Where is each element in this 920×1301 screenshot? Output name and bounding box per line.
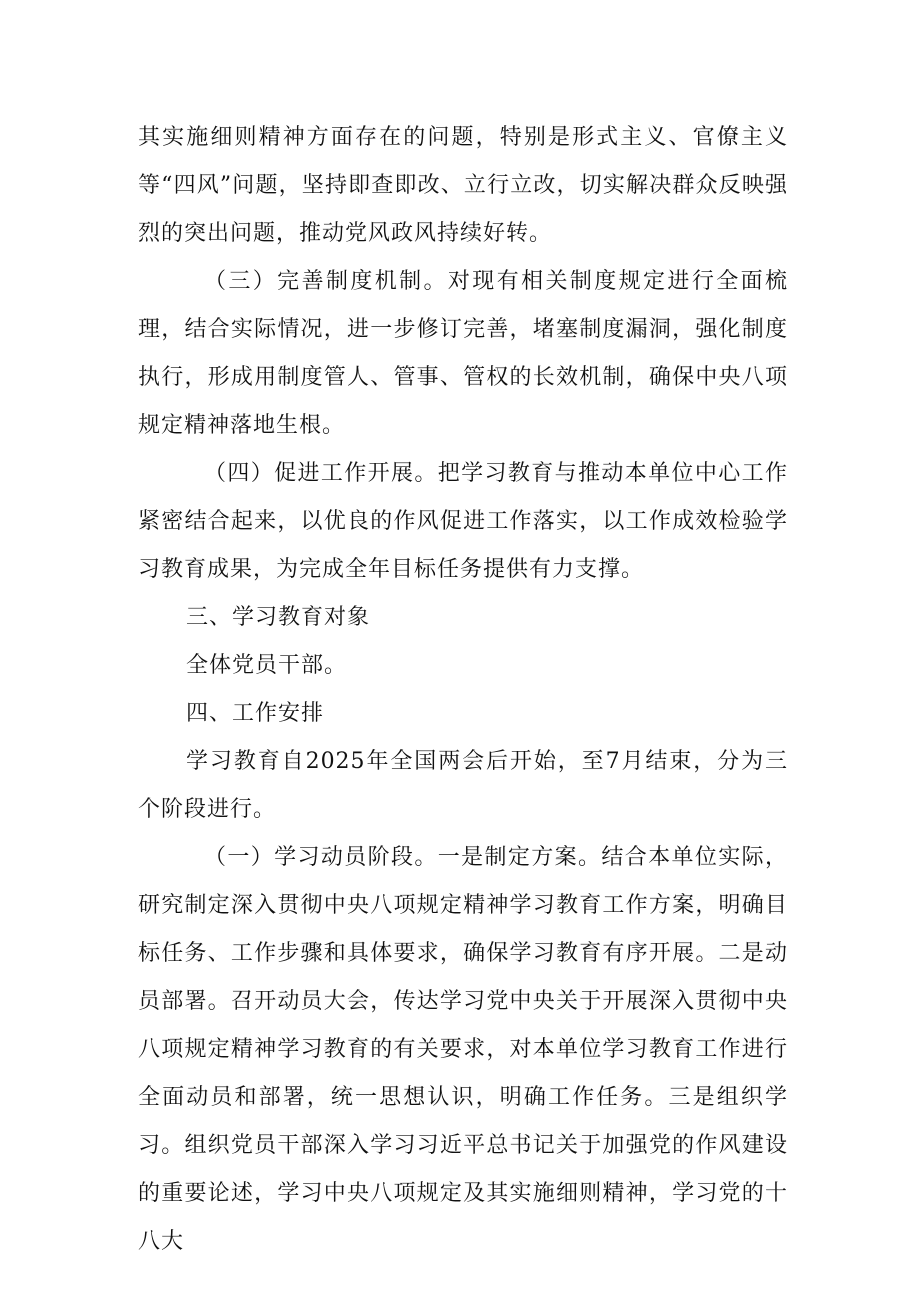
paragraph-schedule: 学习教育自2025年全国两会后开始，至7月结束，分为三个阶段进行。 <box>138 749 788 822</box>
document-body <box>138 114 788 1266</box>
heading-study-targets: 三、学习教育对象 <box>186 605 371 630</box>
paragraph-continuation: 其实施细则精神方面存在的问题，特别是形式主义、官僚主义等“四风”问题，坚持即查即改、立行立改，切实解决群众反映强烈的突出问题，推动党风政风持续好转。 <box>138 125 788 246</box>
paragraph-mobilization-stage: （一）学习动员阶段。一是制定方案。结合本单位实际，研究制定深入贯彻中央八项规定精神学习教育工作方案，明确目标任务、工作步骤和具体要求，确保学习教育有序开展。二是动员部署。召开动员大会，传达学习党中央关于开展深入贯彻中央八项规定精神学习教育的有关要求，对本单位学习教育工作进行全面动员和部署，统一思想认识，明确工作任务。三是组织学习。组织党员干部深入学习习近平总书记关于加强党的作风建设的重要论述，学习中央八项规定及其实施细则精神，学习党的十八大 <box>138 845 788 1254</box>
heading-work-arrangement: 四、工作安排 <box>186 701 325 726</box>
paragraph-all-cadres: 全体党员干部。 <box>186 653 348 678</box>
paragraph-improve-system: （三）完善制度机制。对现有相关制度规定进行全面梳理，结合实际情况，进一步修订完善，堵塞制度漏洞，强化制度执行，形成用制度管人、管事、管权的长效机制，确保中央八项规定精神落地生根。 <box>138 269 788 438</box>
paragraph-promote-work: （四）促进工作开展。把学习教育与推动本单位中心工作紧密结合起来，以优良的作风促进工作落实，以工作成效检验学习教育成果，为完成全年目标任务提供有力支撑。 <box>138 461 788 582</box>
